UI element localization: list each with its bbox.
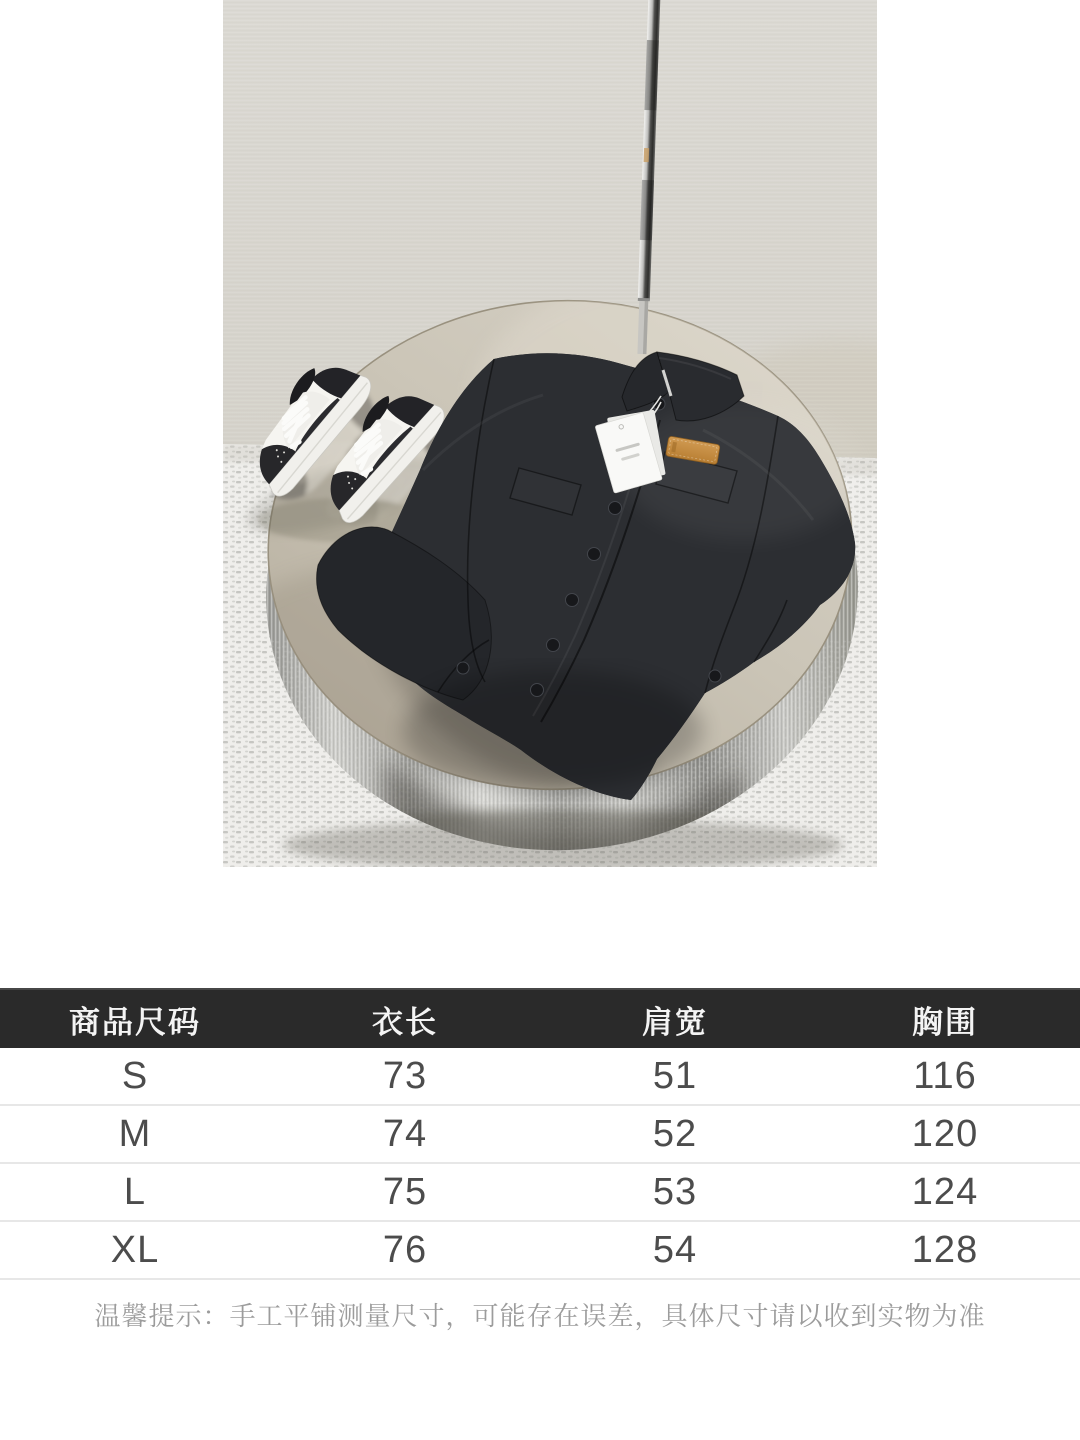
- size-value: M: [118, 1112, 152, 1155]
- table-row-xl: [0, 1222, 1080, 1280]
- shoulder-value: 51: [652, 1054, 698, 1097]
- table-row-l: [0, 1164, 1080, 1222]
- length-value: 75: [382, 1170, 428, 1213]
- column-header-length: 衣长: [372, 1004, 438, 1040]
- length-value: 73: [382, 1054, 428, 1097]
- product-photo: [223, 0, 877, 867]
- column-header-chest: 胸围: [912, 1004, 978, 1040]
- chest-value: 116: [913, 1054, 977, 1097]
- column-header-shoulder: 肩宽: [642, 1004, 708, 1040]
- size-value: L: [123, 1170, 147, 1213]
- chest-value: 120: [911, 1112, 979, 1155]
- chest-value: 124: [911, 1170, 979, 1213]
- length-value: 76: [382, 1228, 428, 1271]
- size-chart-header: [0, 988, 1080, 1048]
- shoulder-value: 54: [652, 1228, 698, 1271]
- column-header-size: 商品尺码: [69, 1004, 201, 1040]
- table-row-m: [0, 1106, 1080, 1164]
- size-value: S: [121, 1054, 149, 1097]
- product-photo-graphic: [223, 0, 877, 867]
- shoulder-value: 52: [652, 1112, 698, 1155]
- table-row-s: [0, 1048, 1080, 1106]
- size-chart: [0, 988, 1080, 1333]
- measurement-note: 温馨提示：手工平铺测量尺寸，可能存在误差，具体尺寸请以收到实物为准: [94, 1301, 986, 1331]
- length-value: 74: [382, 1112, 428, 1155]
- size-value: XL: [110, 1228, 160, 1271]
- shoulder-value: 53: [652, 1170, 698, 1213]
- chest-value: 128: [911, 1228, 979, 1271]
